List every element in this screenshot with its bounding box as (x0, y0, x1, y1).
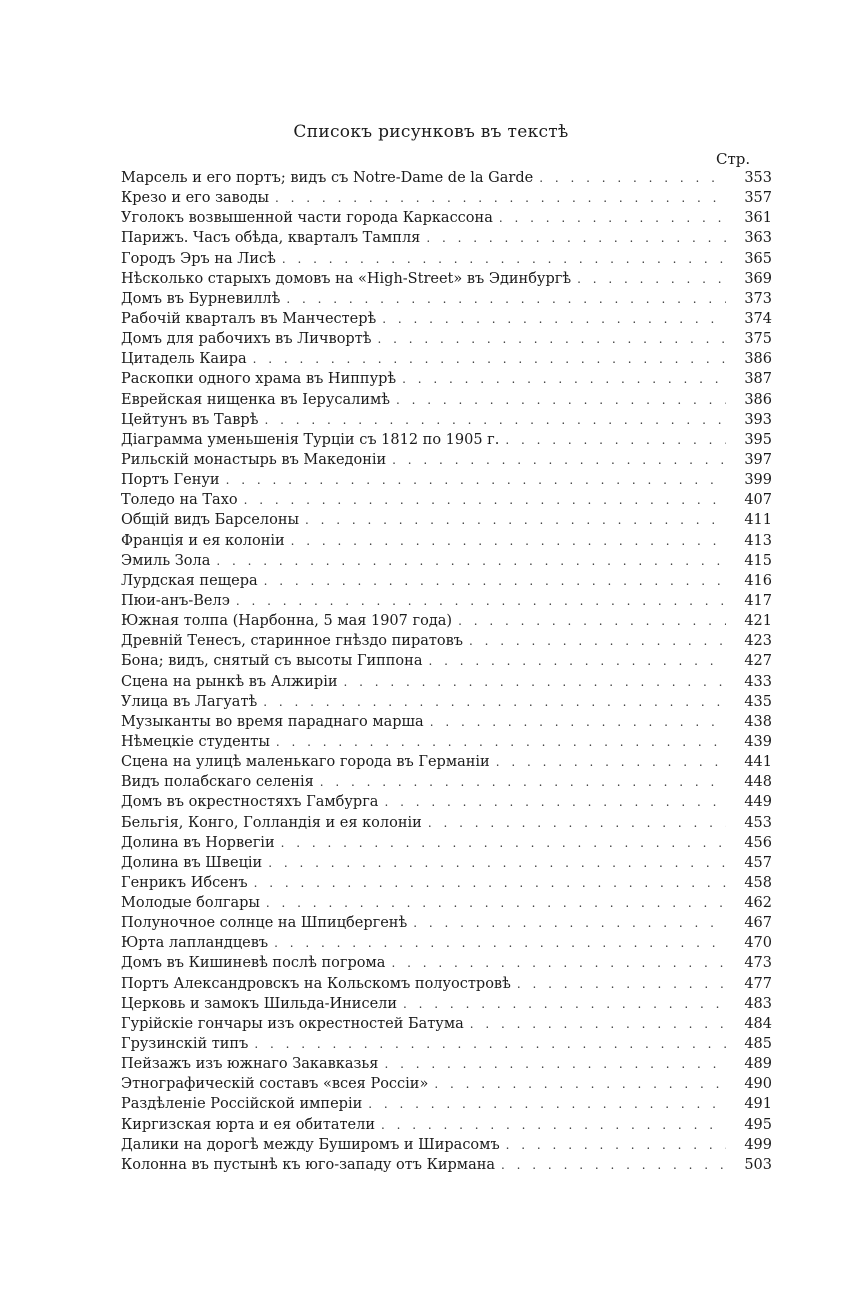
page-number: 365 (744, 250, 772, 267)
page-number: 441 (744, 754, 772, 771)
figure-caption: Домъ въ окрестностяхъ Гамбурга (121, 794, 379, 811)
figure-caption: Бельгія, Конго, Голландія и ея колоніи (121, 814, 422, 831)
figure-caption: Портъ Генуи (121, 472, 220, 489)
list-item (121, 1094, 772, 1114)
page-number: 415 (744, 552, 772, 569)
figure-caption: Сцена на рынкѣ въ Алжиріи (121, 673, 338, 690)
page-number: 374 (744, 310, 772, 327)
figure-list (121, 168, 772, 1175)
figure-caption: Генрикъ Ибсенъ (121, 874, 248, 891)
list-item (121, 329, 772, 349)
dot-leader (286, 289, 726, 309)
list-item (121, 732, 772, 752)
dot-leader (305, 510, 726, 530)
page-number: 462 (744, 895, 772, 912)
figure-caption: Юрта лапландцевъ (121, 935, 269, 952)
dot-leader (275, 188, 726, 208)
figure-caption: Полуночное солнце на Шпицбергенѣ (121, 915, 408, 932)
dot-leader (426, 228, 726, 248)
list-item (121, 591, 772, 611)
list-item (121, 1115, 772, 1135)
dot-leader (458, 611, 726, 631)
figure-caption: Лурдская пещера (121, 572, 258, 589)
dot-leader (381, 1115, 726, 1135)
page-number: 485 (744, 1036, 772, 1053)
page-number: 357 (744, 190, 772, 207)
list-item (121, 792, 772, 812)
dot-leader (496, 752, 726, 772)
list-item (121, 249, 772, 269)
figure-caption: Городъ Эръ на Лисѣ (121, 250, 276, 267)
page-number: 369 (744, 270, 772, 287)
dot-leader (506, 1135, 726, 1155)
figure-caption: Крезо и его заводы (121, 190, 270, 207)
page-number: 435 (744, 693, 772, 710)
list-item (121, 873, 772, 893)
dot-leader (263, 692, 726, 712)
list-item (121, 490, 772, 510)
figure-caption: Киргизская юрта и ея обитатели (121, 1116, 375, 1133)
page-number: 453 (744, 814, 772, 831)
page-number: 397 (744, 451, 772, 468)
list-item (121, 853, 772, 873)
dot-leader (391, 953, 726, 973)
figure-caption: Еврейская нищенка въ Іерусалимѣ (121, 391, 391, 408)
list-item (121, 933, 772, 953)
dot-leader (382, 309, 726, 329)
figure-caption: Франція и ея колоніи (121, 532, 285, 549)
figure-caption: Толедо на Тахо (121, 492, 238, 509)
list-item (121, 1135, 772, 1155)
dot-leader (268, 853, 726, 873)
figure-caption: Долина въ Швеціи (121, 854, 263, 871)
dot-leader (276, 732, 726, 752)
page-number: 386 (744, 391, 772, 408)
page-number: 499 (744, 1136, 772, 1153)
page-number: 467 (744, 915, 772, 932)
figure-caption: Рабочій кварталъ въ Манчестерѣ (121, 310, 377, 327)
dot-leader (368, 1094, 726, 1114)
figure-caption: Раскопки одного храма въ Ниппурѣ (121, 371, 397, 388)
figure-caption: Домъ для рабочихъ въ Личвортѣ (121, 331, 372, 348)
page-number: 439 (744, 733, 772, 750)
page-title: Списокъ рисунковъ въ текстѣ (293, 122, 569, 142)
list-item (121, 551, 772, 571)
list-item (121, 974, 772, 994)
list-item (121, 369, 772, 389)
dot-leader (281, 833, 726, 853)
dot-leader (266, 893, 726, 913)
dot-leader (264, 410, 726, 430)
list-item (121, 450, 772, 470)
dot-leader (291, 531, 726, 551)
list-item (121, 893, 772, 913)
list-item (121, 672, 772, 692)
list-item (121, 269, 772, 289)
dot-leader (274, 933, 726, 953)
list-item (121, 772, 772, 792)
page-number: 458 (744, 874, 772, 891)
page-number: 427 (744, 653, 772, 670)
list-item (121, 571, 772, 591)
list-item (121, 1074, 772, 1094)
dot-leader (428, 813, 726, 833)
dot-leader (470, 1014, 726, 1034)
figure-caption: Домъ въ Бурневиллѣ (121, 290, 281, 307)
figure-caption: Сцена на улицѣ маленькаго города въ Германіи (121, 754, 490, 771)
list-item (121, 1155, 772, 1175)
dot-leader (469, 631, 726, 651)
list-item (121, 208, 772, 228)
figure-caption: Древній Тенесъ, старинное гнѣздо пиратовъ (121, 633, 464, 650)
page-number: 495 (744, 1116, 772, 1133)
list-item (121, 390, 772, 410)
dot-leader (320, 772, 726, 792)
dot-leader (392, 450, 726, 470)
page-number: 456 (744, 834, 772, 851)
page-number: 448 (744, 774, 772, 791)
list-item (121, 470, 772, 490)
list-item (121, 953, 772, 973)
list-item (121, 1054, 772, 1074)
list-item (121, 228, 772, 248)
page-number: 423 (744, 633, 772, 650)
dot-leader (402, 369, 726, 389)
list-item (121, 752, 772, 772)
page-number: 489 (744, 1056, 772, 1073)
figure-caption: Цитадель Каира (121, 351, 247, 368)
page-column-header: Стр. (716, 150, 751, 168)
page-number: 449 (744, 794, 772, 811)
page-number: 393 (744, 411, 772, 428)
dot-leader (236, 591, 726, 611)
page-number: 491 (744, 1096, 772, 1113)
page-number: 361 (744, 210, 772, 227)
figure-caption: Видъ полабскаго селенія (121, 774, 314, 791)
figure-caption: Рильскій монастырь въ Македоніи (121, 451, 387, 468)
figure-caption: Парижъ. Часъ обѣда, кварталъ Тампля (121, 230, 421, 247)
list-item (121, 188, 772, 208)
list-item (121, 309, 772, 329)
dot-leader (499, 208, 726, 228)
page-number: 399 (744, 472, 772, 489)
dot-leader (344, 672, 726, 692)
page-number: 438 (744, 713, 772, 730)
dot-leader (430, 712, 726, 732)
dot-leader (403, 994, 726, 1014)
page-number: 411 (744, 512, 772, 529)
figure-caption: Портъ Александровскъ на Кольскомъ полуостровѣ (121, 975, 511, 992)
list-item (121, 289, 772, 309)
dot-leader (434, 1074, 726, 1094)
dot-leader (384, 792, 726, 812)
list-item (121, 651, 772, 671)
dot-leader (377, 329, 726, 349)
page-number: 421 (744, 613, 772, 630)
dot-leader (264, 571, 726, 591)
figure-caption: Домъ въ Кишиневѣ послѣ погрома (121, 955, 386, 972)
page-number: 484 (744, 1015, 772, 1032)
figure-caption: Раздѣленіе Россійской имперіи (121, 1096, 363, 1113)
figure-caption: Марсель и его портъ; видъ съ Notre-Dame de la Garde (121, 170, 534, 186)
figure-caption: Уголокъ возвышенной части города Каркассона (121, 210, 493, 227)
dot-leader (226, 470, 726, 490)
figure-caption: Долина въ Норвегіи (121, 834, 275, 851)
page-number: 387 (744, 371, 772, 388)
figure-caption: Пюи-анъ-Велэ (121, 592, 230, 609)
dot-leader (428, 651, 726, 671)
figure-caption: Бона; видъ, снятый съ высоты Гиппона (121, 653, 423, 670)
page-number: 477 (744, 975, 772, 992)
page-number: 457 (744, 854, 772, 871)
figure-caption: Нѣсколько старыхъ домовъ на «High-Street» въ Эдинбургѣ (121, 270, 572, 287)
page-number: 363 (744, 230, 772, 247)
figure-caption: Цейтунъ въ Таврѣ (121, 411, 259, 428)
page-number: 473 (744, 955, 772, 972)
page-number: 470 (744, 935, 772, 952)
page-number: 386 (744, 351, 772, 368)
dot-leader (282, 249, 726, 269)
page-number: 417 (744, 592, 772, 609)
figure-caption: Музыканты во время параднаго марша (121, 713, 424, 730)
list-item (121, 913, 772, 933)
list-item (121, 531, 772, 551)
dot-leader (253, 349, 726, 369)
list-item (121, 1034, 772, 1054)
figure-caption: Гурійскіе гончары изъ окрестностей Батума (121, 1015, 464, 1032)
figure-caption: Эмиль Зола (121, 552, 211, 569)
page-number: 375 (744, 331, 772, 348)
figure-caption: Нѣмецкіе студенты (121, 733, 270, 750)
list-item (121, 430, 772, 450)
page-number: 490 (744, 1076, 772, 1093)
list-item (121, 510, 772, 530)
figure-caption: Этнографическій составъ «всея Россіи» (121, 1076, 429, 1093)
dot-leader (577, 269, 726, 289)
list-item (121, 813, 772, 833)
dot-leader (501, 1155, 726, 1175)
figure-caption: Молодые болгары (121, 895, 260, 912)
list-item (121, 1014, 772, 1034)
list-item (121, 631, 772, 651)
dot-leader (396, 390, 726, 410)
page-number: 416 (744, 572, 772, 589)
list-item (121, 833, 772, 853)
page-number: 433 (744, 673, 772, 690)
page-number: 353 (744, 170, 772, 186)
figure-caption: Колонна въ пустынѣ къ юго-западу отъ Кирмана (121, 1156, 496, 1173)
figure-caption: Пейзажъ изъ южнаго Закавказья (121, 1056, 379, 1073)
dot-leader (254, 1034, 726, 1054)
list-item (121, 994, 772, 1014)
page-number: 407 (744, 492, 772, 509)
dot-leader (505, 430, 726, 450)
dot-leader (517, 974, 726, 994)
page-number: 413 (744, 532, 772, 549)
list-item (121, 712, 772, 732)
list-item (121, 692, 772, 712)
figure-caption: Діаграмма уменьшенія Турціи съ 1812 по 1905 г. (121, 431, 500, 448)
dot-leader (384, 1054, 726, 1074)
figure-caption: Церковь и замокъ Шильда-Инисели (121, 995, 398, 1012)
list-item (121, 168, 772, 188)
list-item (121, 611, 772, 631)
page-number: 483 (744, 995, 772, 1012)
dot-leader (244, 490, 726, 510)
dot-leader (539, 168, 726, 188)
dot-leader (413, 913, 726, 933)
dot-leader (254, 873, 726, 893)
page-number: 395 (744, 431, 772, 448)
figure-caption: Грузинскій типъ (121, 1036, 249, 1053)
figure-caption: Далики на дорогѣ между Буширомъ и Ширасомъ (121, 1136, 500, 1153)
figure-caption: Улица въ Лагуатѣ (121, 693, 258, 710)
page-number: 373 (744, 290, 772, 307)
list-item (121, 410, 772, 430)
figure-caption: Южная толпа (Нарбонна, 5 мая 1907 года) (121, 613, 453, 630)
figure-caption: Общій видъ Барселоны (121, 512, 300, 529)
list-item (121, 349, 772, 369)
dot-leader (216, 551, 726, 571)
page-number: 503 (744, 1156, 772, 1173)
